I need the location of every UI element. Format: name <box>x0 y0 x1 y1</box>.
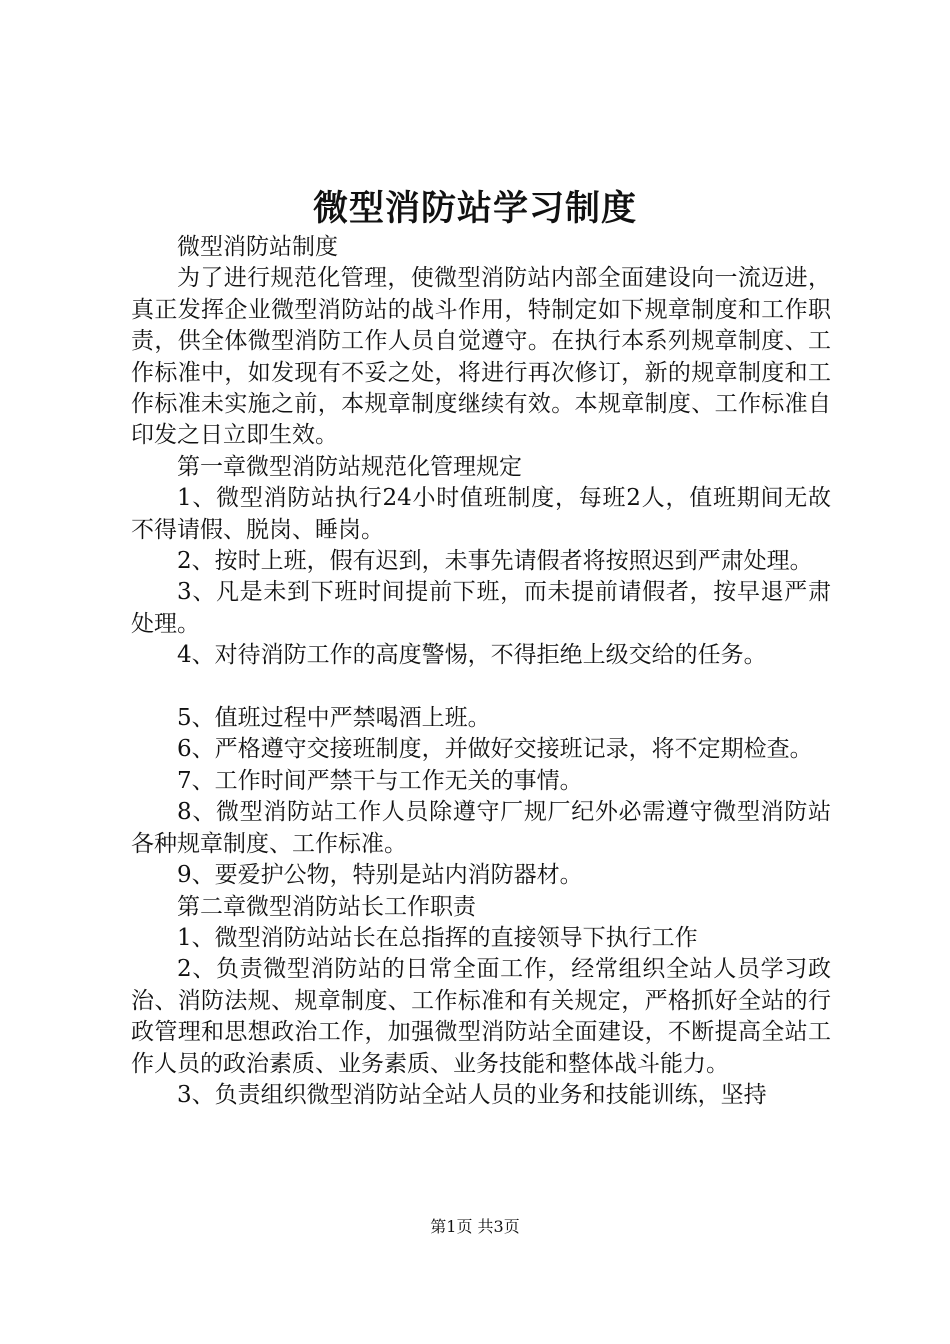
chapter-1-item-6: 6、严格遵守交接班制度，并做好交接班记录，将不定期检查。 <box>177 736 813 763</box>
paragraph-heading-system: 微型消防站制度 <box>177 234 338 260</box>
paragraph-intro: 为了进行规范化管理，使微型消防站内部全面建设向一流迈进，真正发挥企业微型消防站的战斗作用，特制定如下规章制度和工作职责，供全体微型消防工作人员自觉遵守。在执行本系列规章制度、工作标准中，如发现有不妥之处，将进行再次修订，新的规章制度和工作标准未实施之前，本规章制度继续有效。本规章制度、工作标准自印发之日立即生效。 <box>131 265 831 449</box>
chapter-2-item-2: 2、负责微型消防站的日常全面工作，经常组织全站人员学习政治、消防法规、规章制度、工作标准和有关规定，严格抓好全站的行政管理和思想政治工作，加强微型消防站全面建设，不断提高全站工作人员的政治素质、业务素质、业务技能和整体战斗能力。 <box>131 956 831 1077</box>
chapter-1-item-8: 8、微型消防站工作人员除遵守厂规厂纪外必需遵守微型消防站各种规章制度、工作标准。 <box>131 799 831 857</box>
chapter-1-item-2: 2、按时上班，假有迟到，未事先请假者将按照迟到严肃处理。 <box>177 548 813 575</box>
chapter-1-item-7: 7、工作时间严禁干与工作无关的事情。 <box>177 767 583 794</box>
document-title: 微型消防站学习制度 <box>312 188 637 229</box>
chapter-2-item-3: 3、负责组织微型消防站全站人员的业务和技能训练，坚持 <box>177 1081 767 1108</box>
chapter-2-heading: 第二章微型消防站长工作职责 <box>177 893 476 920</box>
chapter-1-item-5: 5、值班过程中严禁喝酒上班。 <box>177 705 491 732</box>
chapter-1-item-9: 9、要爱护公物，特别是站内消防器材。 <box>177 862 583 889</box>
chapter-1-item-3: 3、凡是未到下班时间提前下班，而未提前请假者，按早退严肃处理。 <box>131 579 831 637</box>
chapter-1-item-4: 4、对待消防工作的高度警惕，不得拒绝上级交给的任务。 <box>177 642 767 669</box>
chapter-1-item-1: 1、微型消防站执行24小时值班制度，每班2人，值班期间无故不得请假、脱岗、睡岗。 <box>131 485 831 543</box>
document-body <box>131 232 831 1111</box>
chapter-1-heading: 第一章微型消防站规范化管理规定 <box>177 453 522 480</box>
page-number: 第1页 共3页 <box>430 1217 520 1236</box>
chapter-2-item-1: 1、微型消防站站长在总指挥的直接领导下执行工作 <box>177 924 698 951</box>
